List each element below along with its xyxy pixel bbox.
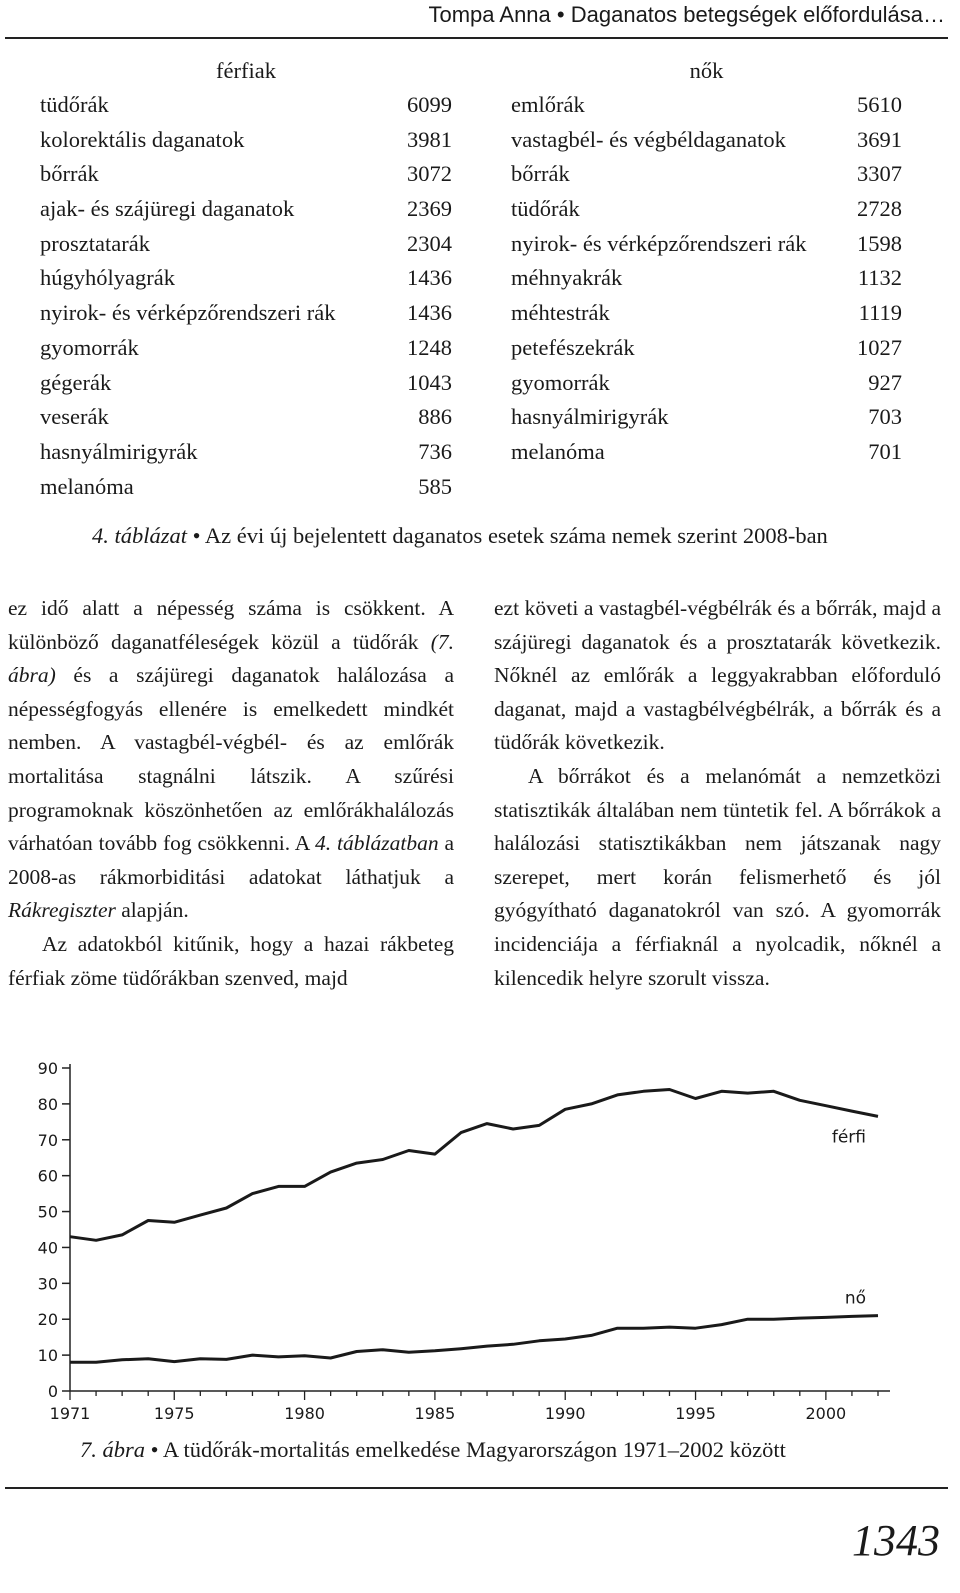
case-count: 3691 (857, 126, 902, 152)
table-row (511, 192, 902, 227)
body-column-left (8, 592, 454, 995)
table-row (40, 157, 452, 192)
table-row (40, 331, 452, 366)
cancer-type: gyomorrák (511, 369, 610, 395)
table-row (511, 296, 902, 331)
table-women (511, 54, 902, 470)
lung-cancer-mortality-chart (0, 1050, 960, 1430)
cancer-type: hasnyálmirigyrák (511, 404, 669, 430)
x-tick-label: 1995 (675, 1404, 716, 1423)
case-count: 5610 (857, 92, 902, 117)
table-row (40, 435, 452, 470)
table-row (40, 227, 452, 262)
text-run: ezt követi a vastagbél-végbélrák és a bőrrák, majd a szájüregi daganatok és a prosztatarák következik. Nőknél az emlőrák a leggyakrabban előforduló daganat, majd a vastagbélvégbélrák, a bőrrák és a tüdőrák következik. (494, 596, 941, 755)
cancer-type: bőrrák (40, 161, 99, 187)
case-count: 3072 (407, 161, 452, 187)
italic-reference: 4. táblázatban (315, 831, 439, 856)
cancer-type: petefészekrák (511, 334, 635, 360)
cancer-type: prosztatarák (40, 230, 150, 256)
table-row (40, 400, 452, 435)
case-count: 1436 (407, 265, 452, 291)
table-row (511, 157, 902, 192)
table-caption-ref: 4. táblázat (92, 523, 188, 548)
table-row (511, 261, 902, 296)
table-row (511, 88, 902, 123)
cancer-type: ajak- és szájüregi daganatok (40, 196, 295, 222)
x-tick-label: 1990 (544, 1404, 586, 1423)
y-tick-label: 80 (37, 1094, 58, 1114)
figure-caption (80, 1437, 786, 1463)
header-rule (5, 37, 948, 39)
header-author: Tompa Anna (428, 2, 551, 27)
case-count: 2369 (407, 196, 452, 222)
x-tick-label: 1985 (414, 1404, 456, 1423)
y-tick-label: 90 (37, 1059, 58, 1078)
header-title: Daganatos betegségek előfordulása… (570, 2, 945, 27)
paragraph (494, 592, 941, 760)
series-line (70, 1316, 878, 1363)
running-header (330, 0, 945, 36)
x-tick-label: 1975 (153, 1404, 195, 1423)
case-count: 886 (418, 404, 452, 430)
case-count: 1436 (407, 300, 452, 326)
case-count: 736 (418, 438, 452, 464)
text-run: A bőrrákot és a melanómát a nemzetközi statisztikák általában nem tüntetik fel. A bőrrákok a halálozási statisztikákban nem játszanak nagy szerepet, mert korán felismerhető és jól gyógyítható daganatokról van szó. A gyomorrák incidenciája a férfiaknál a nyolcadik, nőknél a kilencedik helyre szorult vissza. (494, 763, 941, 990)
text-run: Az adatokból kitűnik, hogy a hazai rákbeteg férfiak zöme tüdőrákban szenved, majd (8, 931, 454, 990)
y-tick-label: 70 (37, 1130, 58, 1150)
case-count: 2304 (407, 230, 452, 256)
text-run: ez idő alatt a népesség száma is csökkent. A különböző daganatféleségek közül a tüdőrák (8, 596, 454, 654)
table-row (40, 366, 452, 401)
table-women-heading: nők (689, 58, 724, 83)
cancer-type: veserák (40, 404, 109, 430)
cancer-type: vastagbél- és végbéldaganatok (511, 126, 786, 152)
case-count: 585 (418, 473, 452, 499)
cancer-type: kolorektális daganatok (40, 126, 245, 152)
table-caption (92, 523, 828, 549)
case-count: 3307 (857, 161, 902, 187)
body-column-right (494, 592, 941, 995)
x-tick-label: 1980 (284, 1404, 325, 1423)
table-men (40, 54, 452, 504)
y-tick-label: 40 (37, 1238, 58, 1258)
cancer-type: húgyhólyagrák (40, 265, 175, 291)
cancer-type: emlőrák (511, 92, 585, 117)
table-row (40, 296, 452, 331)
cancer-type: hasnyálmirigyrák (40, 438, 198, 464)
y-tick-label: 0 (47, 1382, 58, 1401)
cancer-type: méhtestrák (511, 300, 610, 326)
case-count: 1027 (857, 334, 902, 360)
case-count: 1248 (407, 334, 452, 360)
cancer-type: bőrrák (511, 161, 570, 187)
case-count: 1119 (858, 300, 902, 326)
y-tick-label: 20 (37, 1310, 58, 1330)
case-count: 2728 (857, 196, 902, 222)
table-row (40, 123, 452, 158)
y-tick-label: 30 (37, 1274, 58, 1294)
table-row (511, 435, 902, 470)
figure-caption-bullet: • (150, 1437, 159, 1462)
case-count: 3981 (407, 126, 452, 152)
series-label: férfi (831, 1127, 866, 1148)
paragraph (8, 928, 454, 995)
table-row (511, 227, 902, 262)
table-men-heading: férfiak (216, 58, 276, 83)
case-count: 1132 (857, 265, 902, 291)
table-row (40, 88, 452, 123)
cancer-type: gégerák (40, 369, 112, 395)
italic-reference: Rákregiszter (8, 898, 116, 923)
table-row (511, 123, 902, 158)
header-separator: • (556, 2, 565, 27)
table-caption-text: Az évi új bejelentett daganatos esetek száma nemek szerint 2008-ban (204, 523, 828, 548)
x-tick-label: 1971 (49, 1404, 91, 1423)
paragraph (494, 760, 941, 995)
italic-reference: (7. ábra) (8, 629, 454, 688)
text-run: és a szájüregi daganatok halálozása a népességfogyás ellenére is emelkedett mindkét nemben. A vastagbél-végbél- és az emlőrák mortalitása stagnálni látszik. A szűrési programoknak köszönhetően az emlőrákhalálozás várhatóan tovább fog csökkenni. A (8, 663, 454, 856)
y-tick-label: 60 (37, 1166, 58, 1186)
case-count: 6099 (407, 92, 452, 117)
table-row (40, 192, 452, 227)
cancer-type: gyomorrák (40, 334, 139, 360)
case-count: 1598 (857, 230, 902, 256)
cancer-type: tüdőrák (511, 196, 580, 222)
table-row (511, 366, 902, 401)
table-row (40, 470, 452, 505)
x-tick-label: 2000 (805, 1404, 847, 1423)
cancer-type: tüdőrák (40, 92, 109, 117)
text-run: alapján. (115, 898, 189, 923)
page-number: 1343 (852, 1516, 940, 1565)
cancer-type: melanóma (511, 438, 605, 464)
table-row (511, 331, 902, 366)
figure-caption-text: A tüdőrák-mortalitás emelkedése Magyarországon 1971–2002 között (162, 1437, 786, 1462)
case-count: 1043 (407, 369, 452, 395)
table-row (511, 400, 902, 435)
cancer-type: melanóma (40, 473, 134, 499)
y-tick-label: 50 (37, 1202, 58, 1222)
cancer-type: méhnyakrák (511, 265, 623, 291)
case-count: 703 (868, 404, 902, 430)
series-line (70, 1090, 878, 1241)
case-count: 927 (868, 369, 902, 395)
paragraph (8, 592, 454, 928)
table-row (40, 261, 452, 296)
figure-caption-ref: 7. ábra (80, 1437, 146, 1462)
cancer-type: nyirok- és vérképzőrendszeri rák (511, 230, 807, 256)
case-count: 701 (868, 438, 902, 464)
table-caption-bullet: • (192, 523, 201, 548)
y-tick-label: 10 (37, 1346, 58, 1366)
footer-rule (5, 1487, 948, 1489)
cancer-type: nyirok- és vérképzőrendszeri rák (40, 300, 336, 326)
series-label: nő (844, 1288, 866, 1309)
text-run: a 2008-as rákmorbiditási adatokat láthatjuk a (8, 831, 454, 889)
